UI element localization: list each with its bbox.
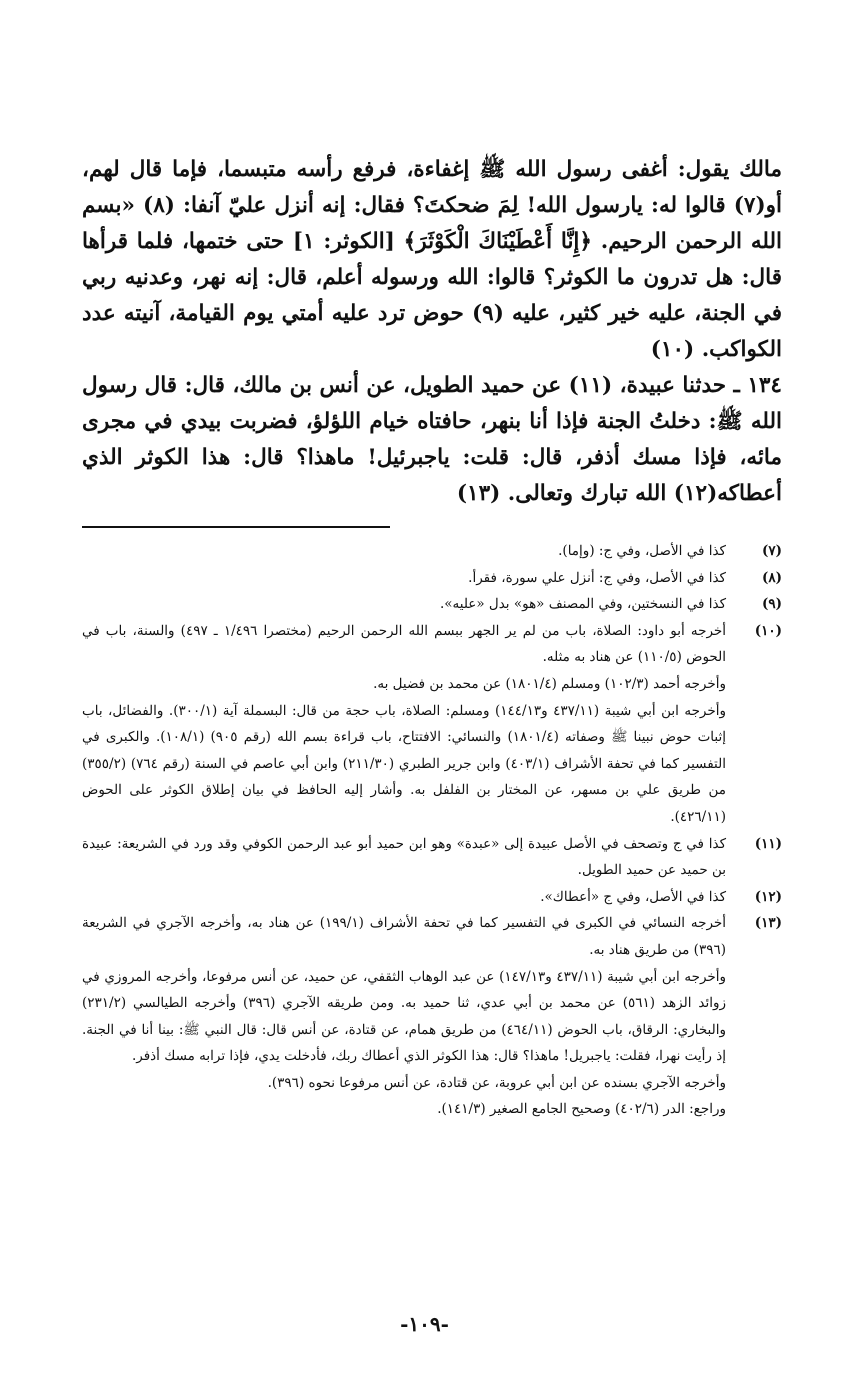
footnote-line: وأخرجه الآجري بسنده عن ابن أبي عروبة، عن قتادة، عن أنس مرفوعا نحوه (٣٩٦).	[267, 1074, 726, 1091]
footnote-line: كذا في الأصل، وفي ج «أعطاك».	[540, 888, 726, 905]
footnote-line: كذا في الأصل، وفي ج: أنزل علي سورة، فقرأ.	[468, 569, 726, 586]
footnote-number: (١٠)	[754, 622, 782, 639]
page-number: -١٠٩-	[400, 1312, 449, 1336]
footnote-number: (١٣)	[754, 915, 782, 932]
main-paragraph-1: مالك يقول: أغفى رسول الله ﷺ إغفاءة، فرفع رأسه متبسما، فإما قال لهم، أو(٧) قالوا له: يارسول الله! لِمَ ضحكتَ؟ فقال: إنه أنزل عليّ آنفا: (٨) «بسم الله الرحمن الرحيم. ﴿إِنَّا أَعْطَيْنَاكَ الْكَوْثَرَ﴾ [الكوثر: ١] حتى ختمها، فلما قرأها قال: هل تدرون ما الكوثر؟ قالوا: الله ورسوله أعلم، قال: إنه نهر، وعدنيه ربي في الجنة، عليه خير كثير، عليه (٩) حوض ترد عليه أمتي يوم القيامة، آنيته عدد الكواكب. (١٠)	[82, 157, 783, 362]
footnote-line: كذا في الأصل، وفي ج: (وإما).	[558, 543, 726, 559]
footnote-body	[82, 591, 726, 618]
footnote-number: (٧)	[761, 543, 782, 559]
footnote-number: (١١)	[754, 835, 782, 852]
footnote-number: (٨)	[761, 569, 782, 586]
main-text	[82, 152, 782, 512]
footnote-7	[82, 538, 782, 565]
footnote-12	[82, 884, 782, 911]
footnote-11	[82, 831, 782, 884]
footnote-line: أخرجه النسائي في الكبرى في التفسير كما في تحفة الأشراف (١٩٩/١) عن هناد به، وأخرجه الآجري في الشريعة (٣٩٦) من طريق هناد به.	[82, 915, 727, 958]
footnote-separator-wrap	[82, 526, 782, 528]
footnote-line: وراجع: الدر (٤٠٢/٦) وصحيح الجامع الصغير (١٤١/٣).	[437, 1101, 726, 1118]
footnote-body	[82, 910, 726, 1123]
footnote-line: أخرجه أبو داود: الصلاة، باب من لم ير الجهر ببسم الله الرحمن الرحيم (مختصرا ١/٤٩٦ ـ ٤٩٧) والسنة، باب في الحوض (١١٠/٥) عن هناد به مثله.	[82, 622, 726, 666]
footnote-body	[82, 831, 726, 884]
footnote-9	[82, 591, 782, 618]
footnote-body	[82, 538, 726, 565]
footnote-line: وأخرجه أحمد (١٠٢/٣) ومسلم (١٨٠١/٤) عن محمد بن فضيل به.	[373, 675, 726, 692]
footnote-body	[82, 565, 726, 592]
footnote-line: كذا في النسختين، وفي المصنف «هو» بدل «عليه».	[439, 596, 726, 613]
footnote-line: وأخرجه ابن أبي شيبة (٤٣٧/١١ و١٤٧/١٣) عن عبد الوهاب الثقفي، عن حميد، عن أنس مرفوعا، وأخرجه المروزي في زوائد الزهد (٥٦١) عن محمد بن أبي عدي، ثنا حميد به. ومن طريقه الآجري (٣٩٦) وأخرجه الطيالسي (٢٣١/٢) والبخاري: الرقاق، باب الحوض (٤٦٤/١١) من طريق همام، عن قتادة، عن أنس قال: قال النبي ﷺ: بينا أنا في الجنة. إذ رأيت نهرا، فقلت: ياجبريل! ماهذا؟ قال: هذا الكوثر الذي أعطاك ربك، فأدخلت يدي، فإذا ترابه مسك أذفر.	[82, 968, 727, 1065]
footnote-number: (٩)	[761, 596, 782, 613]
footnote-body	[82, 884, 726, 911]
footnote-13	[82, 910, 782, 1123]
footnote-separator	[82, 526, 390, 528]
footnote-number: (١٢)	[754, 888, 782, 905]
footnote-body	[82, 618, 726, 831]
page-content	[82, 152, 782, 1123]
footnote-line: كذا في ج وتصحف في الأصل عبيدة إلى «عبدة» وهو ابن حميد أبو عبد الرحمن الكوفي وقد ورد في الشريعة: عبيدة بن حميد عن حميد الطويل.	[82, 835, 726, 879]
main-paragraph-2: ١٣٤ ـ حدثنا عبيدة، (١١) عن حميد الطويل، عن أنس بن مالك، قال: قال رسول الله ﷺ: دخلتُ الجنة فإذا أنا بنهر، حافتاه خيام اللؤلؤ، فضربت بيدي في مجرى مائه، فإذا مسك أذفر، قال: قلت: ياجبرئيل! ماهذا؟ قال: هذا الكوثر الذي أعطاكه(١٢) الله تبارك وتعالى. (١٣)	[82, 373, 782, 506]
footnote-line: وأخرجه ابن أبي شيبة (٤٣٧/١١ و١٤٤/١٣) ومسلم: الصلاة، باب حجة من قال: البسملة آية (٣٠٠/١). والفضائل، باب إثبات حوض نبينا ﷺ وصفاته (١٨٠١/٤) والنسائي: الافتتاح، باب قراءة بسم الله (رقم ٩٠٥) (١٠٨/١). والكبرى في التفسير كما في تحفة الأشراف (٤٠٣/١) وابن جرير الطبري (٢١١/٣٠) وابن أبي عاصم في السنة (رقم ٧٦٤) (٣٥٥/٢) من طريق علي بن مسهر، عن المختار بن الفلفل به. وأشار إليه الحافظ في بيان إطلاق الكوثر على الحوض (٤٢٦/١١).	[82, 702, 726, 825]
footnotes	[82, 538, 782, 1123]
footnote-10	[82, 618, 782, 831]
footnote-8	[82, 565, 782, 592]
